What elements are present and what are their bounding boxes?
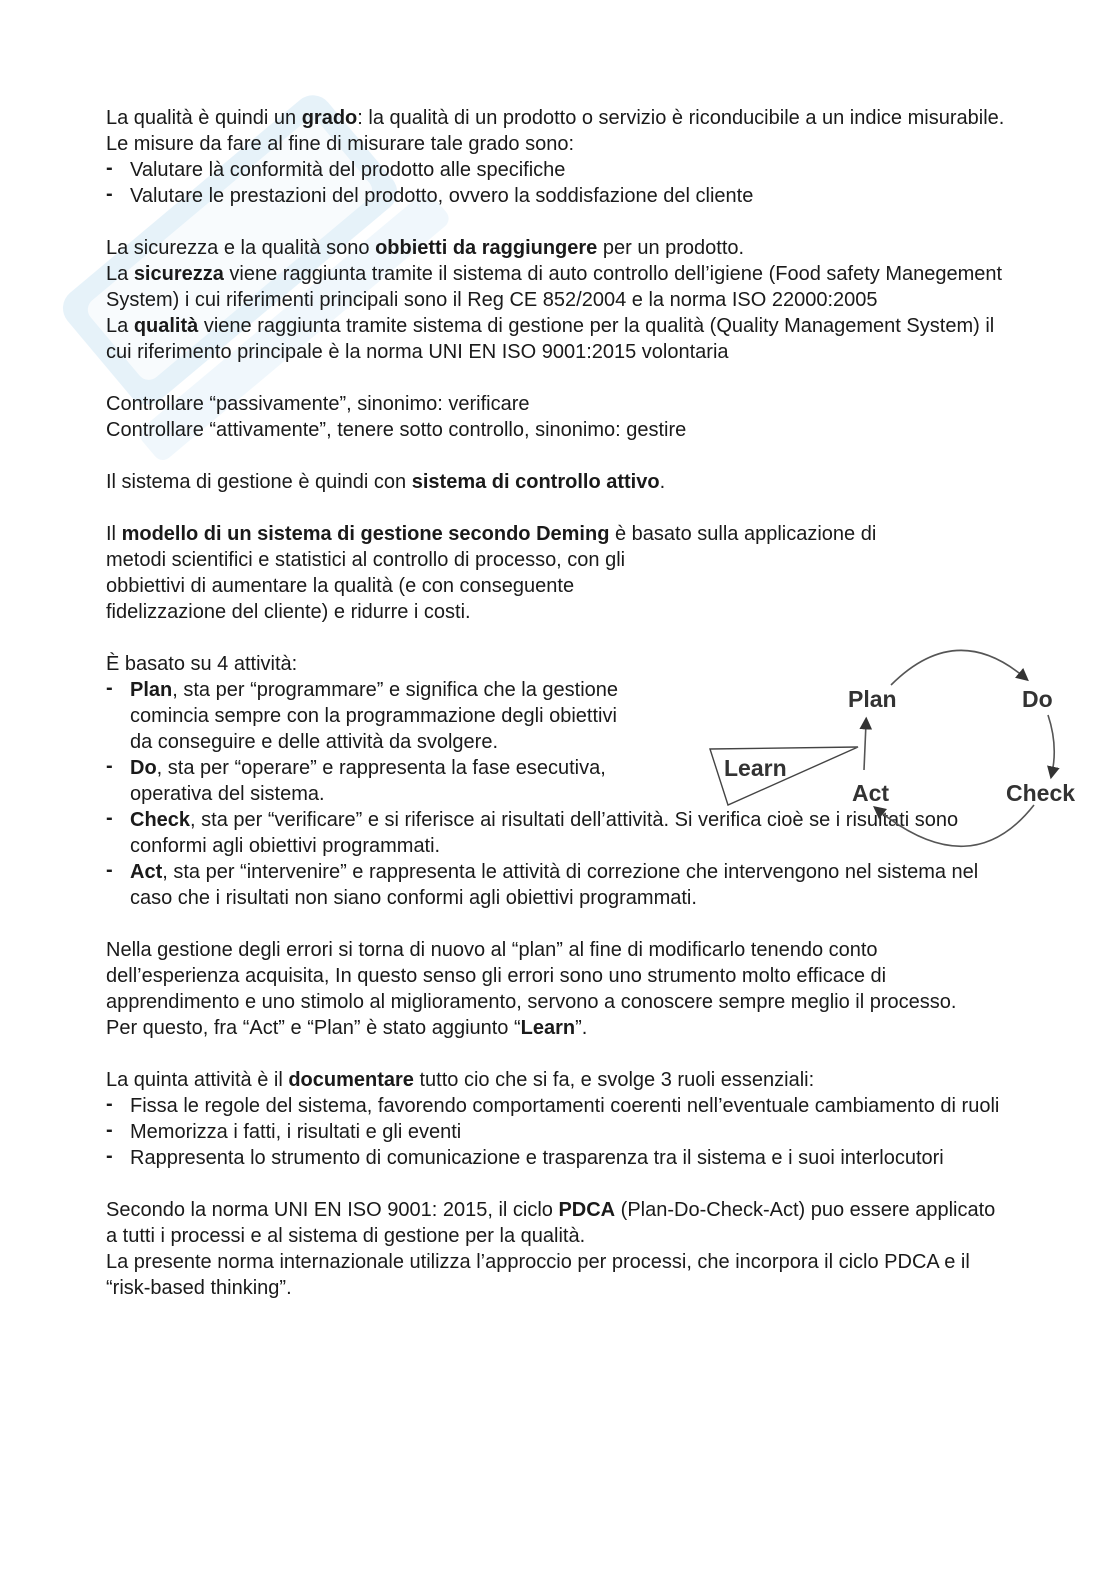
arrow-act-plan	[864, 723, 866, 770]
label-plan: Plan	[848, 686, 897, 712]
para-grado: La qualità è quindi un grado: la qualità di un prodotto o servizio è riconducibile a un indice misurabile.	[106, 107, 1005, 129]
list-item-plan: - Plan, sta per “programmare” e significa che la gestione comincia sempre con la programmazione degli obiettivi da conseguire e delle attività da svolgere.	[106, 677, 640, 755]
list-item-check: - Check, sta per “verificare” e si riferisce ai risultati dell’attività. Si verifica cioè se i risultati sono conformi agli obiettivi programmati.	[106, 807, 1006, 859]
para-risk-based: La presente norma internazionale utilizza l’approccio per processi, che incorpora il ciclo PDCA e il “risk-based thinking”.	[106, 1251, 970, 1299]
para-documentare: La quinta attività è il documentare tutto cio che si fa, e svolge 3 ruoli essenziali:	[106, 1069, 815, 1091]
para-learn: Per questo, fra “Act” e “Plan” è stato aggiunto “Learn”.	[106, 1017, 588, 1039]
label-check: Check	[1006, 780, 1076, 806]
list-item: - Memorizza i fatti, i risultati e gli eventi	[106, 1119, 1006, 1145]
arrow-check-act	[878, 805, 1034, 846]
label-do: Do	[1022, 686, 1053, 712]
para-passivamente: Controllare “passivamente”, sinonimo: verificare	[106, 393, 530, 415]
para-attivita: È basato su 4 attività:	[106, 653, 298, 675]
list-item: - Valutare là conformità del prodotto alle specifiche	[106, 157, 1006, 183]
list-item: - Valutare le prestazioni del prodotto, ovvero la soddisfazione del cliente	[106, 183, 1006, 209]
arrow-do-check	[1048, 715, 1054, 773]
list-misure	[106, 157, 1006, 209]
list-item: - Fissa le regole del sistema, favorendo comportamenti coerenti nell’eventuale cambiamento di ruoli	[106, 1093, 1006, 1119]
para-sicurezza: La sicurezza viene raggiunta tramite il sistema di auto controllo dell’igiene (Food safety Manegement System) i cui riferimenti principali sono il Reg CE 852/2004 e la norma ISO 22000:2005	[106, 263, 1003, 311]
para-qualita: La qualità viene raggiunta tramite sistema di gestione per la qualità (Quality Management System) il cui riferimento principale è la norma UNI EN ISO 9001:2015 volontaria	[106, 315, 995, 363]
para-deming: Il modello di un sistema di gestione secondo Deming è basato sulla applicazione di	[106, 523, 877, 545]
list-item-act: - Act, sta per “intervenire” e rappresenta le attività di correzione che intervengono nel sistema nel caso che i risultati non siano conformi agli obiettivi programmati.	[106, 859, 1006, 911]
para-errori: Nella gestione degli errori si torna di nuovo al “plan” al fine di modificarlo tenendo conto dell’esperienza acquisita, In questo senso gli errori sono uno strumento molto efficace di apprendimento e uno stimolo al miglioramento, servono a conoscere sempre meglio il processo.	[106, 939, 957, 1013]
list-ruoli	[106, 1093, 1006, 1171]
para-misure: Le misure da fare al fine di misurare tale grado sono:	[106, 133, 575, 155]
para-deming-cont: metodi scientifici e statistici al controllo di processo, con gli obbiettivi di aumentare la qualità (e con conseguente fidelizzazione del cliente) e ridurre i costi.	[106, 549, 626, 623]
para-controllo-attivo: Il sistema di gestione è quindi con sistema di controllo attivo.	[106, 471, 666, 493]
para-attivamente: Controllare “attivamente”, tenere sotto controllo, sinonimo: gestire	[106, 419, 687, 441]
label-act: Act	[852, 780, 890, 806]
list-item-do: - Do, sta per “operare” e rappresenta la fase esecutiva, operativa del sistema.	[106, 755, 670, 807]
label-learn: Learn	[724, 755, 787, 781]
arrow-plan-do	[891, 650, 1024, 685]
para-obbietti: La sicurezza e la qualità sono obbietti da raggiungere per un prodotto.	[106, 237, 745, 259]
pdca-cycle-svg	[706, 645, 1076, 855]
list-item: - Rappresenta lo strumento di comunicazione e trasparenza tra il sistema e i suoi interlocutori	[106, 1145, 1006, 1171]
para-pdca-norma: Secondo la norma UNI EN ISO 9001: 2015, il ciclo PDCA (Plan-Do-Check-Act) puo essere applicato a tutti i processi e al sistema di gestione per la qualità.	[106, 1199, 996, 1247]
pdca-diagram	[706, 645, 1076, 855]
